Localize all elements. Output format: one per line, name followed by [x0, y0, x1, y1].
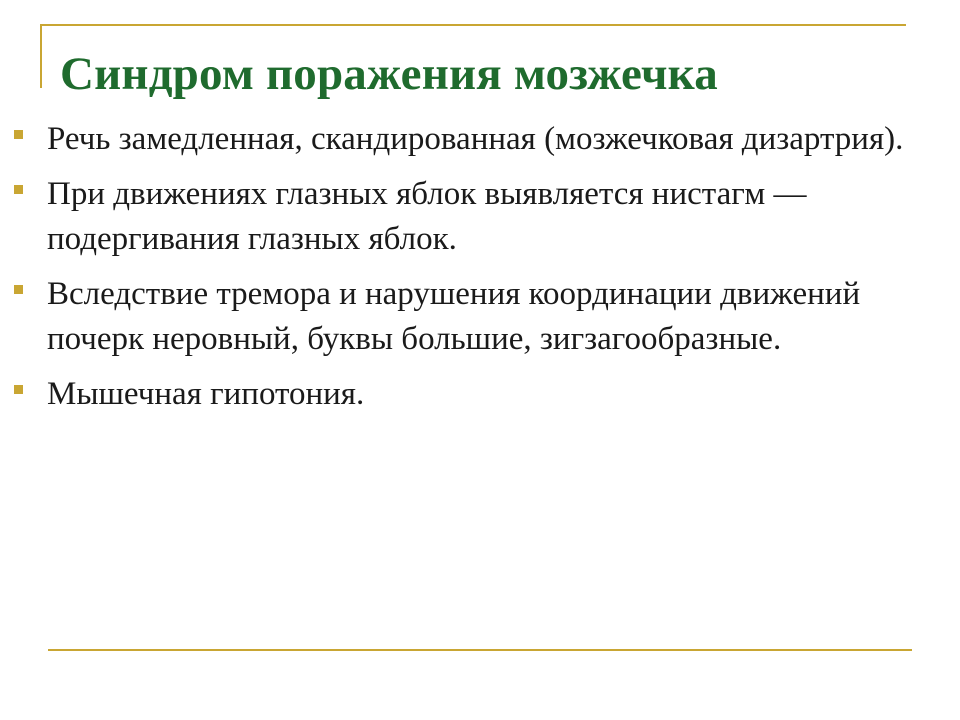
- square-bullet-icon: [14, 385, 23, 394]
- bullet-text: Мышечная гипотония.: [47, 376, 365, 412]
- slide-title: Синдром поражения мозжечка: [60, 48, 718, 100]
- left-accent-line: [40, 24, 42, 88]
- bullet-item: [0, 372, 917, 417]
- bullet-list: [0, 117, 960, 427]
- bullet-item: [0, 272, 917, 362]
- bullet-text: При движениях глазных яблок выявляется нистагм — подергивания глазных яблок.: [47, 176, 807, 257]
- bullet-text: Речь замедленная, скандированная (мозжечковая дизартрия).: [47, 121, 904, 157]
- square-bullet-icon: [14, 185, 23, 194]
- top-accent-line: [40, 24, 906, 26]
- square-bullet-icon: [14, 285, 23, 294]
- bullet-item: [0, 117, 917, 162]
- bullet-text: Вследствие тремора и нарушения координации движений почерк неровный, буквы большие, зигзагообразные.: [47, 276, 861, 357]
- bullet-item: [0, 172, 917, 262]
- bottom-accent-line: [48, 649, 912, 651]
- square-bullet-icon: [14, 130, 23, 139]
